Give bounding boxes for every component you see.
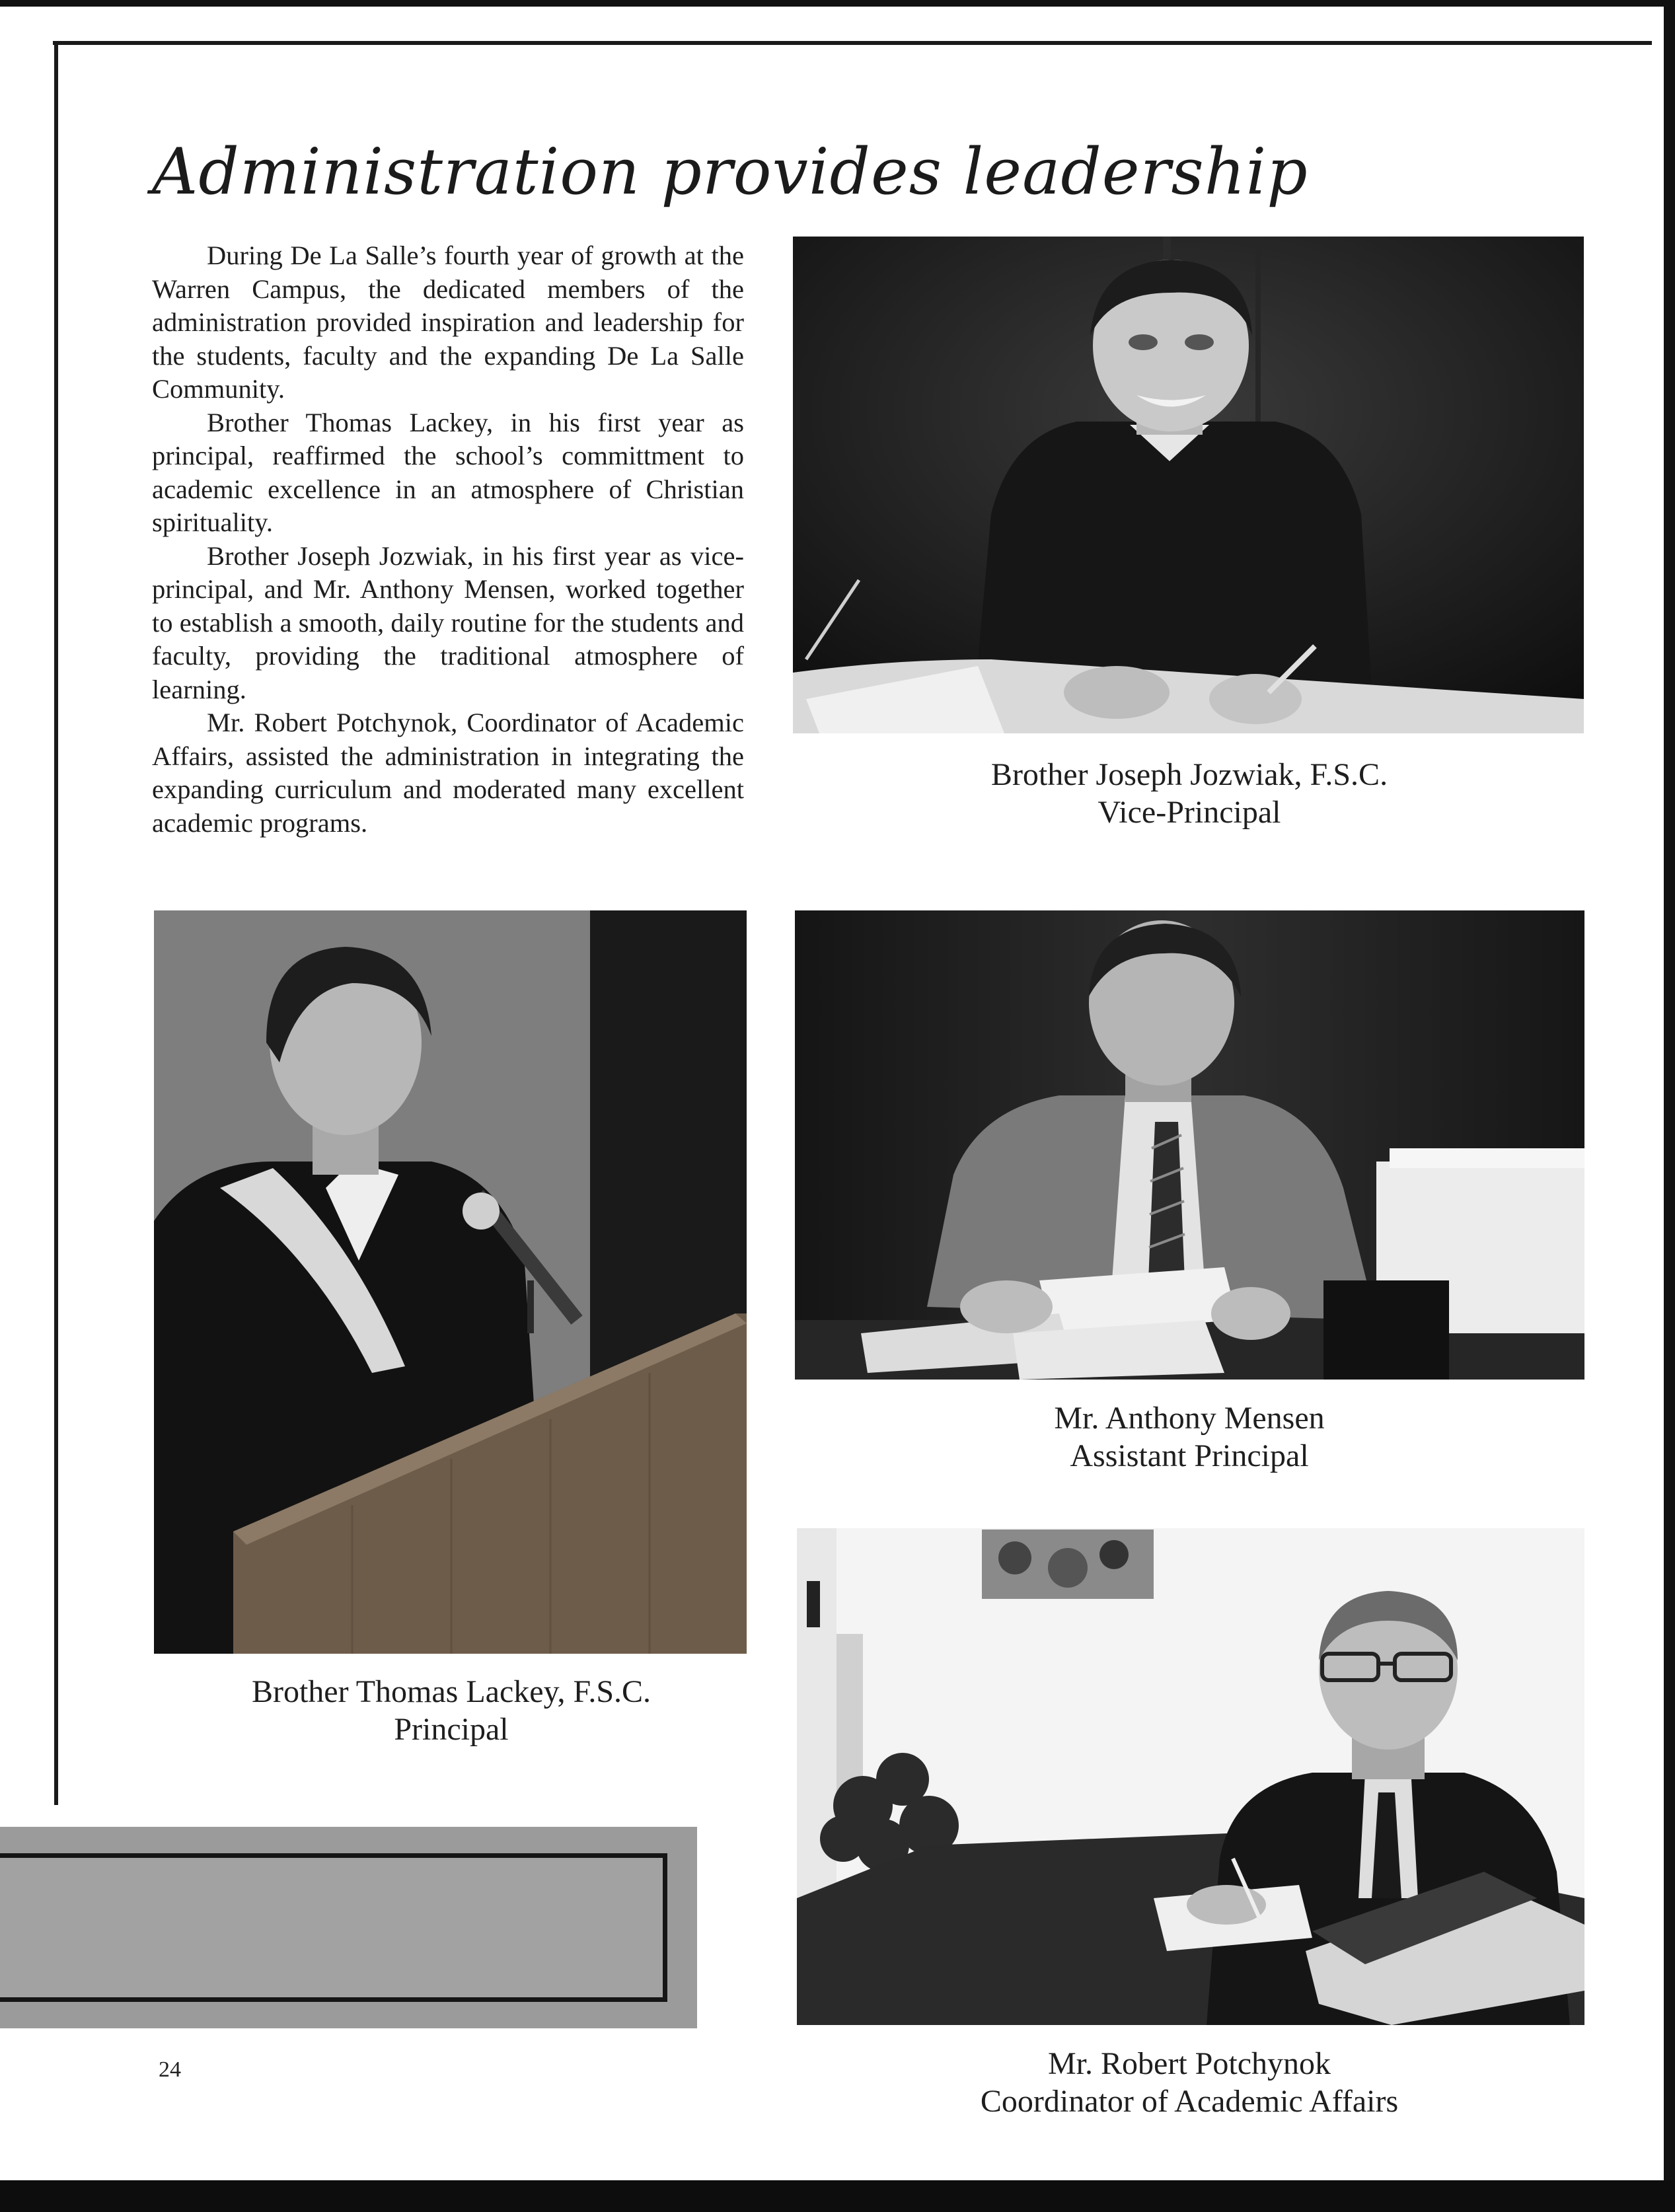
paragraph-intro: During De La Salle’s fourth year of growth at the Warren Campus, the dedicated members of the administration provided inspiration and leadership for the students, faculty and the expanding De La Salle Community. <box>152 240 744 404</box>
decorative-framed-box <box>0 1853 667 2002</box>
caption-lackey <box>121 1673 782 1748</box>
caption-jozwiak <box>859 756 1520 831</box>
page-title: Administration provides leadership <box>152 135 1308 209</box>
photo-mensen <box>795 910 1584 1380</box>
scan-edge-right <box>1664 0 1675 2212</box>
caption-mensen <box>859 1399 1520 1475</box>
caption-lackey-role: Principal <box>394 1712 509 1747</box>
caption-jozwiak-role: Vice-Principal <box>1098 795 1281 830</box>
paragraph-jozwiak-mensen: Brother Joseph Jozwiak, in his first year as vice-principal, and Mr. Anthony Mensen, worked together to establish a smooth, daily routine for the students and faculty, providing the traditional atmosphere of learning. <box>152 540 744 704</box>
scan-edge-bottom <box>0 2180 1675 2212</box>
photo-potchynok <box>797 1528 1584 2025</box>
article-body <box>152 239 744 840</box>
caption-jozwiak-name: Brother Joseph Jozwiak, F.S.C. <box>990 757 1388 792</box>
caption-mensen-role: Assistant Principal <box>1070 1438 1309 1473</box>
page-frame-left-rule <box>54 41 58 1805</box>
photo-jozwiak <box>793 237 1584 733</box>
photo-lackey <box>154 910 747 1654</box>
paragraph-lackey: Brother Thomas Lackey, in his first year as principal, reaffirmed the school’s committment to academic excellence in an atmosphere of Christian spirituality. <box>152 407 744 537</box>
caption-potchynok-name: Mr. Robert Potchynok <box>1048 2046 1331 2081</box>
page-frame-top-rule <box>53 41 1652 45</box>
scan-edge-top <box>0 0 1675 7</box>
caption-lackey-name: Brother Thomas Lackey, F.S.C. <box>251 1674 651 1709</box>
caption-mensen-name: Mr. Anthony Mensen <box>1054 1401 1325 1436</box>
caption-potchynok <box>859 2045 1520 2120</box>
caption-potchynok-role: Coordinator of Academic Affairs <box>980 2084 1399 2119</box>
page-number: 24 <box>159 2057 181 2082</box>
paragraph-potchynok: Mr. Robert Potchynok, Coordinator of Academic Affairs, assisted the administration in integrating the expanding curriculum and moderated many excellent academic programs. <box>152 708 744 838</box>
